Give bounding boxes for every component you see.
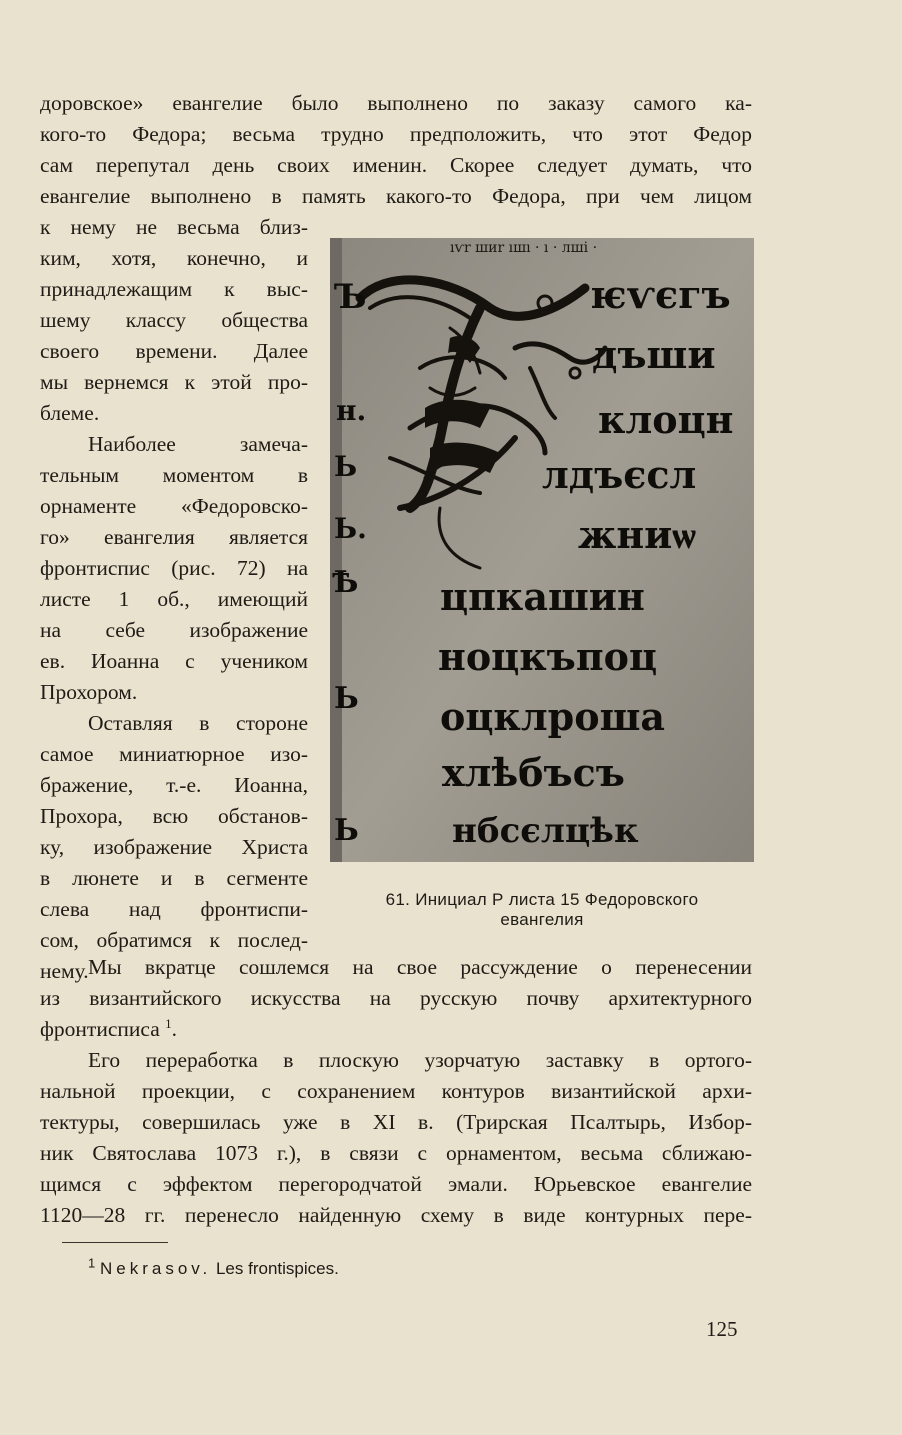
text-line: из византийского искусства на русскую почву архитектурного <box>40 986 752 1010</box>
caption-line: 61. Инициал Р листа 15 Федоровского <box>385 890 699 909</box>
margin-letter: н. <box>336 394 367 427</box>
text-line: слева над фронтиспи- <box>40 897 308 921</box>
footnote-ref[interactable]: 1 <box>165 1015 172 1031</box>
manuscript-line: лдъєсл <box>542 452 697 497</box>
text-line: ку, изображение Христа <box>40 835 308 859</box>
caption-line: евангелия <box>500 910 584 929</box>
column-paragraph-3 <box>40 708 308 987</box>
bottom-paragraph-2 <box>40 1045 752 1231</box>
footnote-author: Nekrasov. <box>99 1259 212 1278</box>
text-line: 1120—28 гг. перенесло найденную схему в виде контурных пере- <box>40 1203 752 1227</box>
manuscript-line: дъши <box>592 332 716 377</box>
text-line: фронтисписа <box>40 1017 160 1041</box>
footnote-divider <box>62 1242 168 1243</box>
manuscript-line: оцклроша <box>440 694 666 739</box>
manuscript-line: хлѣбъсъ <box>442 750 625 795</box>
manuscript-line: нбсєлцѣк <box>452 811 639 851</box>
text-line: Его переработка в плоскую узорчатую заставку в ортого- <box>88 1048 752 1072</box>
text-line: Прохором. <box>40 680 138 704</box>
text-line: нальной проекции, с сохранением контуров византийской архи- <box>40 1079 752 1103</box>
text-line: ев. Иоанна с учеником <box>40 649 308 673</box>
figure-caption <box>330 890 754 930</box>
text-line: доровское» евангелие было выполнено по заказу самого ка- <box>40 91 752 115</box>
left-column-text <box>40 212 308 987</box>
margin-letter: Ѣ <box>332 565 359 600</box>
footnote-number: 1 <box>88 1255 96 1271</box>
text-line: ким, хотя, конечно, и <box>40 246 308 270</box>
text-line: щимся с эффектом перегородчатой эмали. Юрьевское евангелие <box>40 1172 752 1196</box>
manuscript-line: клоцн <box>598 397 734 442</box>
text-line: тельным моментом в <box>40 463 308 487</box>
text-line: Оставляя в стороне <box>88 711 308 735</box>
manuscript-line: жниѡ <box>578 512 696 557</box>
manuscript-line: ѥѵєгъ <box>590 272 731 317</box>
text-line: сом, обратимся к послед- <box>40 928 308 952</box>
text-line: листе 1 об., имеющий <box>40 587 308 611</box>
margin-letter: Ь <box>334 681 359 716</box>
margin-letter: Ь <box>334 450 358 483</box>
text-line: орнаменте «Федоровско- <box>40 494 308 518</box>
manuscript-line: цпкашин <box>440 574 645 619</box>
footnote-title: Les frontispices. <box>215 1259 339 1278</box>
text-line: Прохора, всю обстанов- <box>40 804 308 828</box>
text-line: ник Святослава 1073 г.), в связи с орнаментом, весьма сближаю- <box>40 1141 752 1165</box>
manuscript-figure <box>330 238 754 862</box>
text-line: кого-то Федора; весьма трудно предположить, что этот Федор <box>40 122 752 146</box>
text-line: самое миниатюрное изо- <box>40 742 308 766</box>
text-line: на себе изображение <box>40 618 308 642</box>
text-line: нему. <box>40 959 89 983</box>
manuscript-line: ноцкъпоц <box>438 634 658 679</box>
column-paragraph-1 <box>40 212 308 429</box>
bottom-paragraph-1: Мы вкратце сошлемся на свое рассуждение о перенесении из византийского искусства на русскую почву архитектурного фронтисписа $^1$. <box>40 952 752 1045</box>
page-number: 125 <box>706 1317 738 1341</box>
text-line: го» евангелия является <box>40 525 308 549</box>
text-line: в люнете и в сегменте <box>40 866 308 890</box>
margin-letter: Ъ <box>334 277 367 317</box>
top-paragraph <box>40 88 752 212</box>
text-line: своего времени. Далее <box>40 339 308 363</box>
text-line: принадлежащим к выс- <box>40 277 308 301</box>
manuscript-top-strip: ıѵr шиr ıшı · ı · лші · <box>450 240 598 256</box>
bottom-text <box>40 952 752 1231</box>
footnote <box>88 1255 339 1280</box>
column-paragraph-2 <box>40 429 308 708</box>
text-line: к нему не весьма близ- <box>40 215 308 239</box>
text-line: сам перепутал день своих именин. Скорее следует думать, что <box>40 153 752 177</box>
text-line: Мы вкратце сошлемся на свое рассуждение о перенесении <box>88 955 752 979</box>
margin-letter: Ь. <box>334 512 367 545</box>
text-line: бражение, т.-е. Иоанна, <box>40 773 308 797</box>
text-line: фронтиспис (рис. 72) на <box>40 556 308 580</box>
text-line: блеме. <box>40 401 100 425</box>
text-line: тектуры, совершилась уже в XI в. (Трирская Псалтырь, Избор- <box>40 1110 752 1134</box>
text-line: мы вернемся к этой про- <box>40 370 308 394</box>
text-line: евангелие выполнено в память какого-то Федора, при чем лицом <box>40 184 752 208</box>
margin-letter: Ь <box>334 813 359 848</box>
text-line: Наиболее замеча- <box>88 432 308 456</box>
manuscript-image <box>330 238 754 862</box>
text-line: шему классу общества <box>40 308 308 332</box>
